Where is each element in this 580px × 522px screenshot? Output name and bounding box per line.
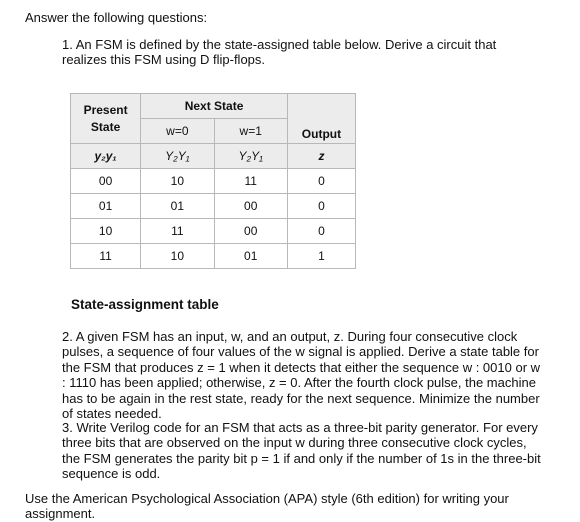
cell-next-w0: 10 (141, 169, 214, 194)
table-row (71, 244, 356, 269)
table-row (71, 169, 356, 194)
cell-output: 1 (287, 244, 355, 269)
intro-text: Answer the following questions: (25, 10, 208, 25)
table-row (71, 194, 356, 219)
table-row (71, 219, 356, 244)
header-col-next-w1: Y₂Y₁ (214, 144, 287, 169)
header-present-state: Present State (71, 94, 141, 144)
question-1-line-1: 1. An FSM is defined by the state-assigned table below. Derive a circuit that (62, 37, 497, 52)
cell-next-w1: 00 (214, 219, 287, 244)
header-col-present: y₂y₁ (71, 144, 141, 169)
cell-output: 0 (287, 194, 355, 219)
header-col-z: z (287, 144, 355, 169)
header-col-next-w0: Y₂Y₁ (141, 144, 214, 169)
cell-next-w0: 10 (141, 244, 214, 269)
state-assignment-table (70, 93, 356, 269)
table-caption: State-assignment table (71, 297, 219, 312)
cell-next-w1: 00 (214, 194, 287, 219)
apa-instruction-text: Use the American Psychological Association (APA) style (6th edition) for writing your assignment. (25, 491, 509, 522)
header-output: Output (287, 94, 355, 144)
cell-output: 0 (287, 219, 355, 244)
header-w1: w=1 (214, 119, 287, 144)
cell-next-w1: 11 (214, 169, 287, 194)
question-3-text: 3. Write Verilog code for an FSM that acts as a three-bit parity generator. For every three bits that are observed on the input w during three consecutive clock cycles, the FSM generates the parity bit p = 1 if and only if the number of 1s in the three-bit sequence is odd. (62, 420, 541, 482)
header-next-state: Next State (141, 94, 288, 119)
cell-next-w1: 01 (214, 244, 287, 269)
cell-next-w0: 11 (141, 219, 214, 244)
cell-output: 0 (287, 169, 355, 194)
header-w0: w=0 (141, 119, 214, 144)
question-2-text: 2. A given FSM has an input, w, and an output, z. During four consecutive clock pulses, a sequence of four values of the w signal is applied. Derive a state table for the FSM that produces z = 1 when it detects that either the sequence w : 0010 or w : 1110 has been applied; otherwise, z = 0. After the fourth clock pulse, the machine has to be again in the rest state, ready for the next sequence. Minimize the number of states needed. (62, 329, 541, 422)
question-1-line-2: realizes this FSM using D flip-flops. (62, 52, 266, 67)
cell-next-w0: 01 (141, 194, 214, 219)
cell-present: 01 (71, 194, 141, 219)
cell-present: 10 (71, 219, 141, 244)
cell-present: 11 (71, 244, 141, 269)
cell-present: 00 (71, 169, 141, 194)
